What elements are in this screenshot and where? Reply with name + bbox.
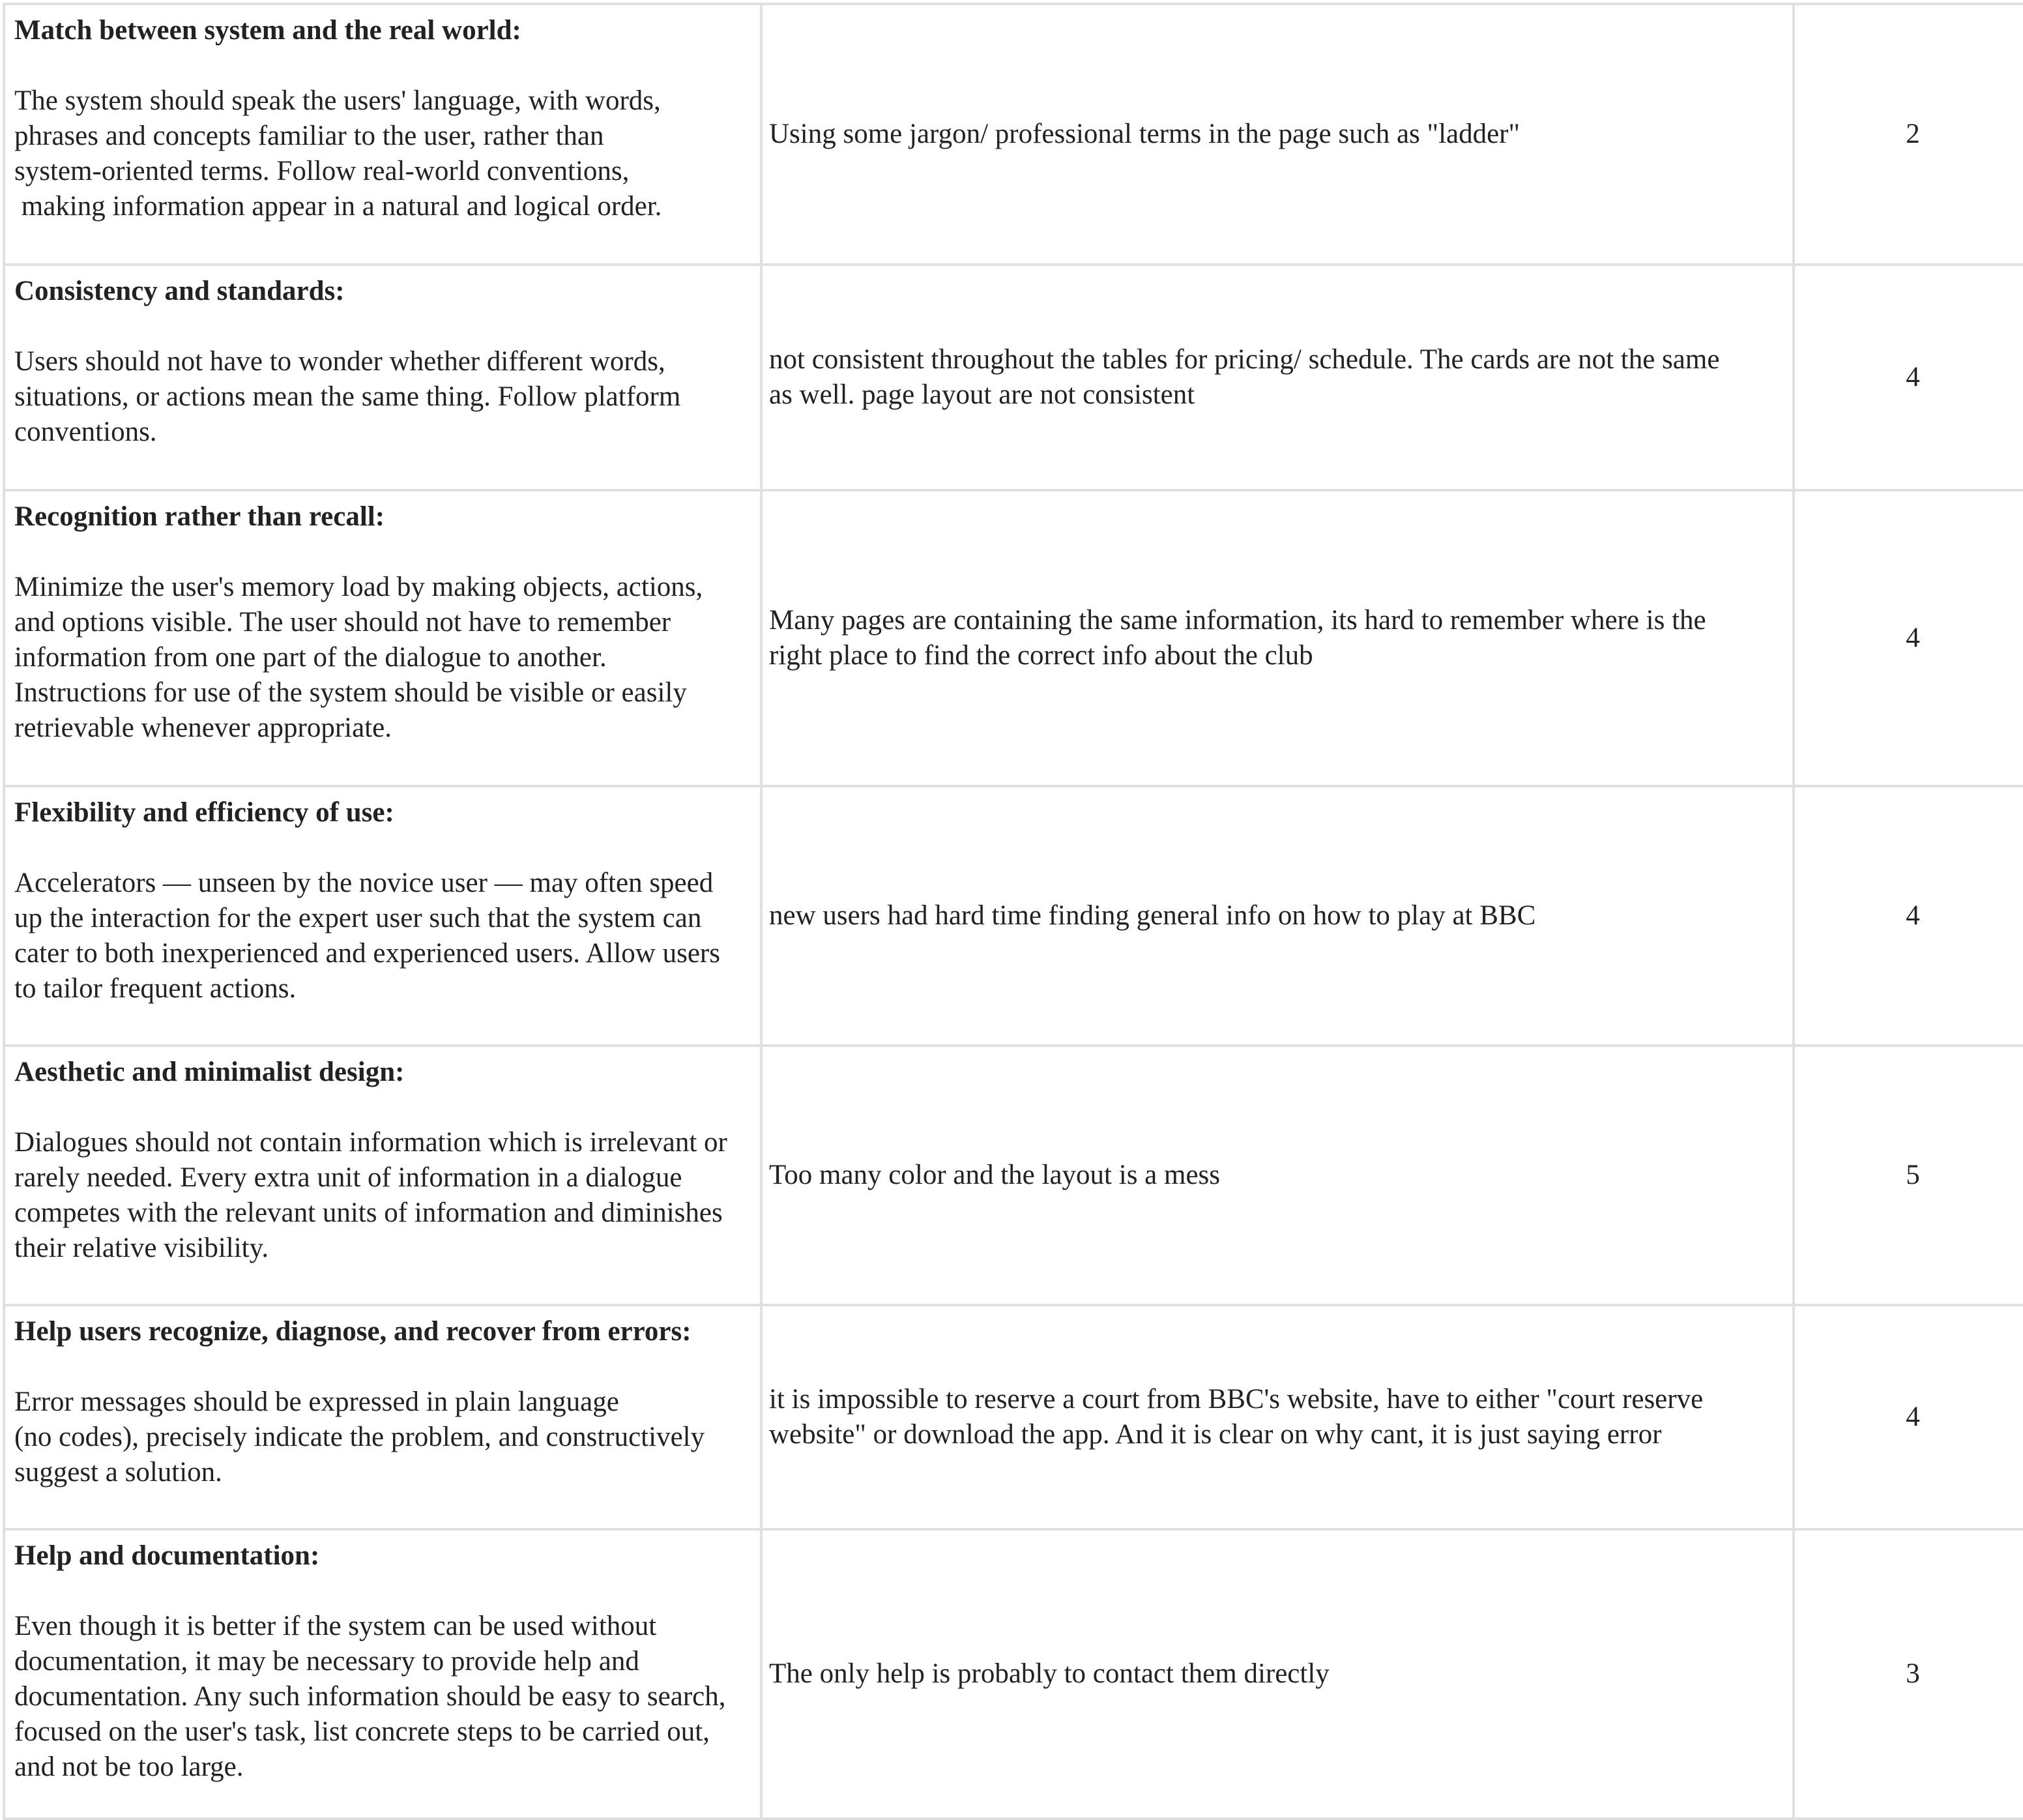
heuristic-description: Minimize the user's memory load by making objects, actions, and options visible. The user should not have to remember information from one part of the dialogue to another. Instructions for use of the system should be visible or easily retrievable whenever appropriate. <box>14 572 703 743</box>
table-row <box>4 1305 2023 1529</box>
heuristic-cell <box>4 1046 761 1305</box>
issue-cell: Many pages are containing the same information, its hard to remember where is the right place to find the correct info about the club <box>761 490 1794 786</box>
table-row <box>4 4 2023 265</box>
issue-cell: The only help is probably to contact them directly <box>761 1529 1794 1819</box>
issue-cell: not consistent throughout the tables for pricing/ schedule. The cards are not the same as well. page layout are not consistent <box>761 265 1794 490</box>
heuristic-description: Accelerators — unseen by the novice user — may often speed up the interaction for the expert user such that the system can cater to both inexperienced and experienced users. Allow users to tailor frequent actions. <box>14 868 720 1004</box>
table-row <box>4 786 2023 1046</box>
heuristic-cell <box>4 1529 761 1819</box>
heuristic-description: The system should speak the users' language, with words, phrases and concepts familiar to the user, rather than system-oriented terms. Follow real-world conventions, making information appear in a natural and logical order. <box>14 85 662 222</box>
heuristic-title: Match between system and the real world: <box>14 15 521 46</box>
heuristic-title: Help users recognize, diagnose, and recover from errors: <box>14 1316 691 1347</box>
issue-cell: Using some jargon/ professional terms in the page such as "ladder" <box>761 4 1794 265</box>
heuristic-title: Help and documentation: <box>14 1540 320 1571</box>
severity-rating-cell: 3 <box>1794 1529 2023 1819</box>
heuristic-description: Users should not have to wonder whether different words, situations, or actions mean the same thing. Follow platform conventions. <box>14 346 681 447</box>
heuristic-title: Aesthetic and minimalist design: <box>14 1057 405 1087</box>
issue-cell: Too many color and the layout is a mess <box>761 1046 1794 1305</box>
heuristic-title: Recognition rather than recall: <box>14 501 385 532</box>
table-row <box>4 1529 2023 1819</box>
severity-rating-cell: 5 <box>1794 1046 2023 1305</box>
issue-cell: it is impossible to reserve a court from BBC's website, have to either "court reserve website" or download the app. And it is clear on why cant, it is just saying error <box>761 1305 1794 1529</box>
heuristic-evaluation-table <box>3 3 2023 1820</box>
table-row <box>4 1046 2023 1305</box>
heuristic-cell <box>4 4 761 265</box>
heuristic-description: Dialogues should not contain information which is irrelevant or rarely needed. Every extra unit of information in a dialogue competes with the relevant units of information and diminishes their relative visibility. <box>14 1127 727 1263</box>
heuristic-title: Consistency and standards: <box>14 276 345 306</box>
severity-rating-cell: 2 <box>1794 4 2023 265</box>
severity-rating-cell: 4 <box>1794 1305 2023 1529</box>
severity-rating-cell: 4 <box>1794 265 2023 490</box>
heuristic-cell <box>4 786 761 1046</box>
issue-cell: new users had hard time finding general info on how to play at BBC <box>761 786 1794 1046</box>
severity-rating-cell: 4 <box>1794 786 2023 1046</box>
severity-rating-cell: 4 <box>1794 490 2023 786</box>
table-row <box>4 265 2023 490</box>
heuristic-description: Error messages should be expressed in plain language (no codes), precisely indicate the problem, and constructively suggest a solution. <box>14 1387 705 1488</box>
heuristic-cell <box>4 1305 761 1529</box>
heuristic-cell <box>4 265 761 490</box>
heuristic-description: Even though it is better if the system can be used without documentation, it may be necessary to provide help and documentation. Any such information should be easy to search, focused on the user's task, list concrete steps to be carried out, and not be too large. <box>14 1611 726 1782</box>
table-row <box>4 490 2023 786</box>
heuristic-cell <box>4 490 761 786</box>
heuristic-title: Flexibility and efficiency of use: <box>14 797 394 828</box>
